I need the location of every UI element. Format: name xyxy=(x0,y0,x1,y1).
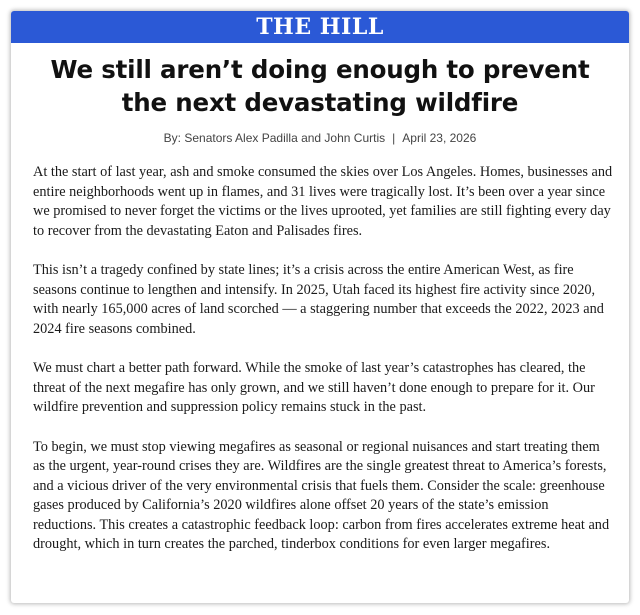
article-paragraph: We must chart a better path forward. While the smoke of last year’s catastrophes has cleared, the threat of the next megafire has only grown, and we still haven’t done enough to prepare for it. Our wildfire prevention and suppression policy remains stuck in the past. xyxy=(33,360,595,415)
byline-separator: | xyxy=(392,131,396,145)
article-paragraph: This isn’t a tragedy confined by state lines; it’s a crisis across the entire American West, as fire seasons continue to lengthen and intensify. In 2025, Utah faced its highest fire activity since 2020, with nearly 165,000 acres of land scorched — a staggering number that exceeds the 2022, 2023 and 2024 fire seasons combined. xyxy=(33,262,604,337)
masthead-bar xyxy=(11,11,629,43)
the-hill-logo[interactable]: THE HILL xyxy=(256,14,384,40)
article-body xyxy=(33,163,615,575)
byline-date: April 23, 2026 xyxy=(402,131,477,145)
article-byline xyxy=(11,130,629,146)
article-paragraph: To begin, we must stop viewing megafires as seasonal or regional nuisances and start treating them as the urgent, year-round crises they are. Wildfires are the single greatest threat to America’s forests, and a vicious driver of the very environmental crisis that fuels them. Consider the scale: greenhouse gases produced by California’s 2020 wildfires alone offset 20 years of the state’s emission reductions. This creates a catastrophic feedback loop: carbon from fires accelerates extreme heat and drought, which in turn creates the parched, tinderbox conditions for even larger megafires. xyxy=(33,438,610,552)
article-card xyxy=(11,11,629,603)
article-headline: We still aren’t doing enough to prevent the next devastating wildfire xyxy=(50,55,590,117)
article-paragraph: At the start of last year, ash and smoke consumed the skies over Los Angeles. Homes, businesses and entire neighborhoods went up in flames, and 31 lives were tragically lost. It’s been over a year since we promised to never forget the victims or the lives uprooted, yet families are still fighting every day to recover from the devastating Eaton and Palisades fires. xyxy=(33,164,613,239)
byline-authors: By: Senators Alex Padilla and John Curtis xyxy=(163,131,386,145)
